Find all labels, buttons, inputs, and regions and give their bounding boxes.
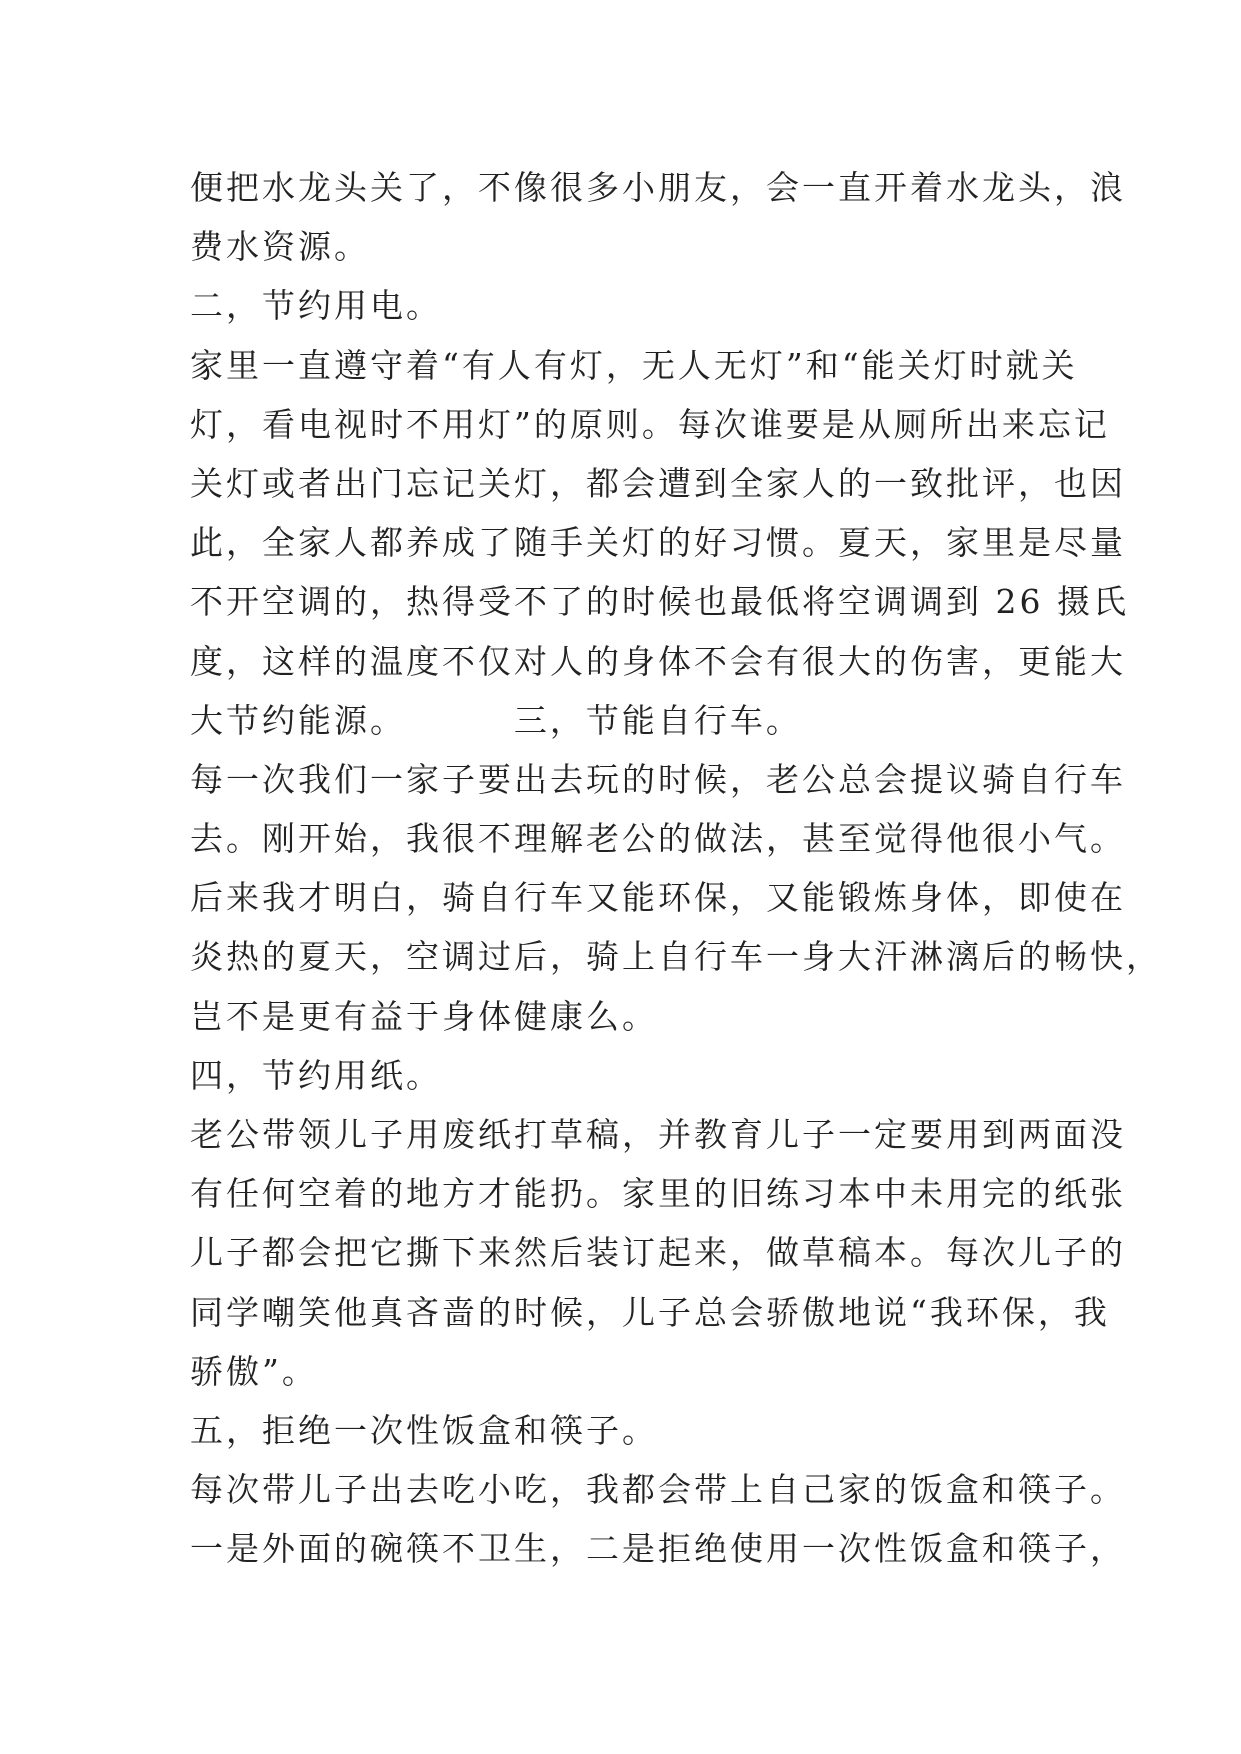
text-line: 每次带儿子出去吃小吃，我都会带上自己家的饭盒和筷子。 [190,1470,1126,1510]
text-line: 每一次我们一家子要出去玩的时候，老公总会提议骑自行车 [190,759,1126,799]
text-line: 同学嘲笑他真吝啬的时候，儿子总会骄傲地说“我环保，我 [190,1292,1110,1332]
text-line: 骄傲”。 [190,1351,318,1391]
text-line: 有任何空着的地方才能扔。家里的旧练习本中未用完的纸张 [190,1174,1126,1214]
document-body [190,158,1162,1579]
section-heading: 二，节约用电。 [190,286,442,326]
section-heading: 五，拒绝一次性饭盒和筷子。 [190,1410,658,1450]
text-line: 费水资源。 [190,227,370,267]
text-line: 大节约能源。 三，节能自行车。 [190,700,802,740]
text-line: 便把水龙头关了，不像很多小朋友，会一直开着水龙头，浪 [190,168,1126,207]
text-line: 儿子都会把它撕下来然后装订起来，做草稿本。每次儿子的 [190,1233,1126,1273]
text-line: 老公带领儿子用废纸打草稿，并教育儿子一定要用到两面没 [190,1115,1126,1154]
text-line: 炎热的夏天，空调过后，骑上自行车一身大汗淋漓后的畅快， [190,937,1162,977]
text-line: 岂不是更有益于身体健康么。 [190,996,658,1036]
text-line: 不开空调的，热得受不了的时候也最低将空调调到 26 摄氏 [190,582,1129,622]
text-line: 家里一直遵守着“有人有灯，无人无灯”和“能关灯时就关 [190,345,1078,385]
section-heading: 四，节约用纸。 [190,1055,442,1095]
text-line: 去。刚开始，我很不理解老公的做法，甚至觉得他很小气。 [190,819,1126,859]
text-line: 灯，看电视时不用灯”的原则。每次谁要是从厕所出来忘记 [190,404,1110,444]
text-line: 关灯或者出门忘记关灯，都会遭到全家人的一致批评，也因 [190,463,1126,503]
text-line: 一是外面的碗筷不卫生，二是拒绝使用一次性饭盒和筷子， [190,1529,1126,1569]
text-line: 后来我才明白，骑自行车又能环保，又能锻炼身体，即使在 [190,878,1126,918]
text-line: 此，全家人都养成了随手关灯的好习惯。夏天，家里是尽量 [190,523,1126,563]
text-line: 度，这样的温度不仅对人的身体不会有很大的伤害，更能大 [190,641,1126,681]
